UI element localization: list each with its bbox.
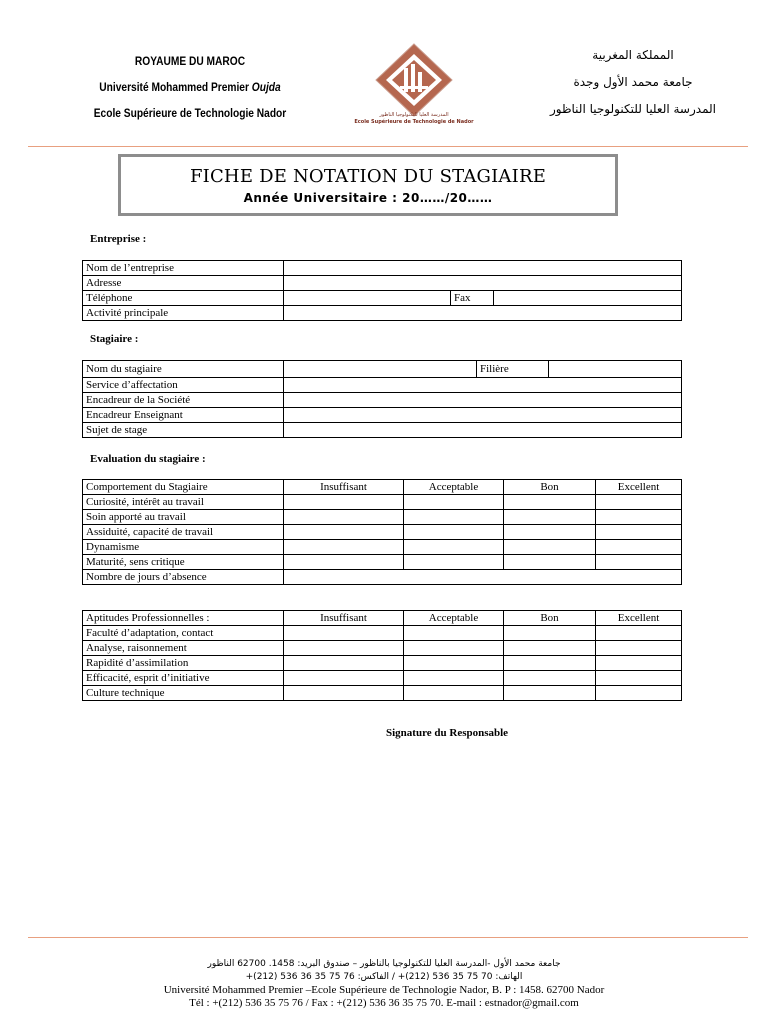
field-label: Service d’affectation bbox=[83, 378, 284, 393]
table-row bbox=[83, 525, 682, 540]
grade-cell[interactable] bbox=[284, 641, 404, 656]
field-label: Sujet de stage bbox=[83, 423, 284, 438]
table-row bbox=[83, 495, 682, 510]
kingdom-label: ROYAUME DU MAROC bbox=[134, 54, 246, 68]
grade-cell[interactable] bbox=[504, 495, 596, 510]
grade-cell[interactable] bbox=[284, 495, 404, 510]
criterion-label: Soin apporté au travail bbox=[83, 510, 284, 525]
grade-cell[interactable] bbox=[284, 626, 404, 641]
grade-header: Excellent bbox=[596, 611, 682, 626]
school-label-ar: المدرسة العليا للتكنولوجيا الناظور bbox=[549, 102, 717, 116]
signature-label: Signature du Responsable bbox=[386, 727, 509, 739]
table-row bbox=[83, 378, 682, 393]
field-label: Nom du stagiaire bbox=[83, 361, 284, 378]
criterion-label: Nombre de jours d’absence bbox=[83, 570, 284, 585]
university-label bbox=[88, 74, 292, 100]
table-row bbox=[83, 261, 682, 276]
grade-cell[interactable] bbox=[404, 641, 504, 656]
grade-header: Excellent bbox=[596, 480, 682, 495]
trainee-name-field[interactable] bbox=[284, 361, 477, 378]
grade-cell[interactable] bbox=[404, 671, 504, 686]
grade-cell[interactable] bbox=[404, 555, 504, 570]
grade-cell[interactable] bbox=[596, 656, 682, 671]
internship-subject-field[interactable] bbox=[284, 423, 682, 438]
table-row bbox=[83, 423, 682, 438]
grade-header: Bon bbox=[504, 480, 596, 495]
field-label: Téléphone bbox=[83, 291, 284, 306]
footer-block bbox=[0, 958, 768, 1010]
grade-cell[interactable] bbox=[504, 510, 596, 525]
table-row bbox=[83, 641, 682, 656]
academic-year: Année Universitaire : 20……/20…… bbox=[243, 191, 493, 205]
grade-cell[interactable] bbox=[596, 626, 682, 641]
criterion-label: Efficacité, esprit d’initiative bbox=[83, 671, 284, 686]
address-field[interactable] bbox=[284, 276, 682, 291]
header-divider bbox=[28, 146, 748, 147]
table-row bbox=[83, 361, 682, 378]
footer-contact-ar: الهاتف: 70 75 35 536 (212)+ / الفاكس: 76 75 35 36 536 (212)+ bbox=[245, 972, 523, 982]
grade-header: Insuffisant bbox=[284, 480, 404, 495]
absence-days-field[interactable] bbox=[284, 570, 682, 585]
criterion-label: Faculté d’adaptation, contact bbox=[83, 626, 284, 641]
table-row bbox=[83, 570, 682, 585]
grade-cell[interactable] bbox=[596, 641, 682, 656]
school-logo bbox=[352, 42, 476, 134]
company-name-field[interactable] bbox=[284, 261, 682, 276]
grade-cell[interactable] bbox=[284, 656, 404, 671]
grade-cell[interactable] bbox=[404, 686, 504, 701]
teacher-supervisor-field[interactable] bbox=[284, 408, 682, 423]
field-label: Nom de l’entreprise bbox=[83, 261, 284, 276]
grade-cell[interactable] bbox=[504, 686, 596, 701]
grade-cell[interactable] bbox=[404, 510, 504, 525]
program-field[interactable] bbox=[549, 361, 682, 378]
criterion-label: Culture technique bbox=[83, 686, 284, 701]
stagiaire-table bbox=[82, 360, 682, 438]
phone-field[interactable] bbox=[284, 291, 451, 306]
aptitudes-table bbox=[82, 610, 682, 701]
grade-cell[interactable] bbox=[284, 540, 404, 555]
grade-cell[interactable] bbox=[284, 555, 404, 570]
grade-header: Acceptable bbox=[404, 611, 504, 626]
table-row bbox=[83, 408, 682, 423]
university-name: Université Mohammed Premier bbox=[99, 80, 249, 94]
grade-cell[interactable] bbox=[596, 510, 682, 525]
grade-cell[interactable] bbox=[504, 641, 596, 656]
activity-field[interactable] bbox=[284, 306, 682, 321]
kingdom-label-ar: المملكة المغربية bbox=[592, 48, 674, 62]
field-label: Encadreur Enseignant bbox=[83, 408, 284, 423]
field-label: Activité principale bbox=[83, 306, 284, 321]
section-entreprise-heading: Entreprise : bbox=[90, 233, 147, 245]
grade-cell[interactable] bbox=[504, 626, 596, 641]
grade-cell[interactable] bbox=[284, 510, 404, 525]
grade-header: Bon bbox=[504, 611, 596, 626]
behavior-table bbox=[82, 479, 682, 585]
title-box bbox=[118, 154, 618, 216]
field-label: Adresse bbox=[83, 276, 284, 291]
grade-cell[interactable] bbox=[596, 540, 682, 555]
logo-caption-fr: Ecole Supérieure de Technologie de Nador bbox=[354, 119, 474, 125]
table-row bbox=[83, 291, 682, 306]
field-label: Filière bbox=[477, 361, 549, 378]
field-label: Encadreur de la Société bbox=[83, 393, 284, 408]
header-left-block bbox=[88, 48, 292, 126]
service-field[interactable] bbox=[284, 378, 682, 393]
table-header-row bbox=[83, 611, 682, 626]
footer-divider bbox=[28, 937, 748, 938]
grade-cell[interactable] bbox=[404, 626, 504, 641]
table-row bbox=[83, 276, 682, 291]
grade-cell[interactable] bbox=[596, 671, 682, 686]
footer-contact-fr: Tél : +(212) 536 35 75 76 / Fax : +(212) 536 36 35 75 70. E-mail : estnador@gmail.com bbox=[189, 997, 579, 1009]
table-row bbox=[83, 540, 682, 555]
header-right-block bbox=[518, 42, 748, 123]
criterion-label: Assiduité, capacité de travail bbox=[83, 525, 284, 540]
grade-cell[interactable] bbox=[284, 525, 404, 540]
university-label-ar: جامعة محمد الأول وجدة bbox=[573, 75, 693, 89]
table-row bbox=[83, 306, 682, 321]
footer-address-fr: Université Mohammed Premier –Ecole Supérieure de Technologie Nador, B. P : 1458. 62700 Nador bbox=[163, 984, 605, 996]
grade-header: Insuffisant bbox=[284, 611, 404, 626]
grade-cell[interactable] bbox=[284, 671, 404, 686]
grade-cell[interactable] bbox=[596, 495, 682, 510]
grade-cell[interactable] bbox=[504, 671, 596, 686]
grade-cell[interactable] bbox=[284, 686, 404, 701]
table-row bbox=[83, 671, 682, 686]
grade-cell[interactable] bbox=[504, 656, 596, 671]
aptitudes-header: Aptitudes Professionnelles : bbox=[83, 611, 284, 626]
table-row bbox=[83, 510, 682, 525]
table-header-row bbox=[83, 480, 682, 495]
logo-caption-ar: المدرسة العليا للتكنولوجيا الناظور bbox=[379, 112, 449, 118]
section-evaluation-heading: Evaluation du stagiaire : bbox=[90, 453, 206, 465]
criterion-label: Analyse, raisonnement bbox=[83, 641, 284, 656]
criterion-label: Maturité, sens critique bbox=[83, 555, 284, 570]
criterion-label: Curiosité, intérêt au travail bbox=[83, 495, 284, 510]
grade-cell[interactable] bbox=[596, 555, 682, 570]
grade-cell[interactable] bbox=[504, 525, 596, 540]
table-row bbox=[83, 656, 682, 671]
grade-cell[interactable] bbox=[404, 656, 504, 671]
page-title: FICHE DE NOTATION DU STAGIAIRE bbox=[189, 166, 547, 187]
footer-address-ar: جامعة محمد الأول -المدرسة العليا للتكنولوجيا بالناظور – صندوق البريد: 1458. 62700 الناظور bbox=[207, 959, 561, 969]
section-stagiaire-heading: Stagiaire : bbox=[90, 333, 139, 345]
table-row bbox=[83, 555, 682, 570]
school-label: Ecole Supérieure de Technologie Nador bbox=[93, 106, 287, 120]
criterion-label: Dynamisme bbox=[83, 540, 284, 555]
entreprise-table bbox=[82, 260, 682, 321]
criterion-label: Rapidité d’assimilation bbox=[83, 656, 284, 671]
grade-cell[interactable] bbox=[596, 525, 682, 540]
grade-cell[interactable] bbox=[504, 540, 596, 555]
company-supervisor-field[interactable] bbox=[284, 393, 682, 408]
fax-field[interactable] bbox=[494, 291, 682, 306]
grade-header: Acceptable bbox=[404, 480, 504, 495]
table-row bbox=[83, 686, 682, 701]
table-row bbox=[83, 626, 682, 641]
grade-cell[interactable] bbox=[596, 686, 682, 701]
university-city: Oujda bbox=[251, 80, 281, 94]
grade-cell[interactable] bbox=[404, 540, 504, 555]
grade-cell[interactable] bbox=[404, 495, 504, 510]
grade-cell[interactable] bbox=[504, 555, 596, 570]
grade-cell[interactable] bbox=[404, 525, 504, 540]
table-row bbox=[83, 393, 682, 408]
field-label: Fax bbox=[451, 291, 494, 306]
behavior-header: Comportement du Stagiaire bbox=[83, 480, 284, 495]
school-logo-icon bbox=[352, 42, 476, 122]
